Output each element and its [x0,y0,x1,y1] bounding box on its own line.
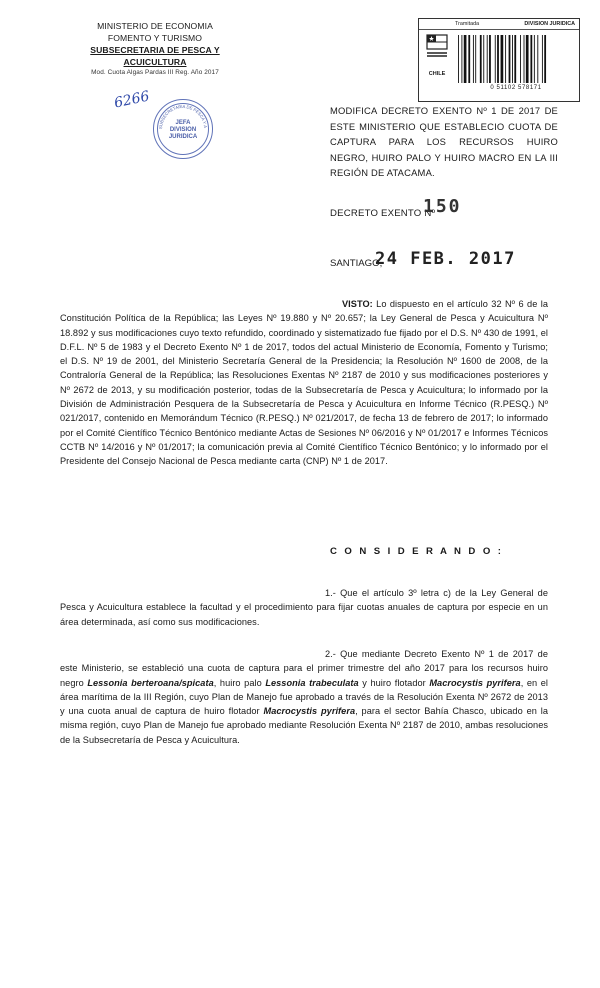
considerando-1: 1.- Que el artículo 3º letra c) de la Ley General de Pesca y Acuicultura establece la facultad y el procedimiento para fijar cuotas anuales de captura por especie en un área determinada, así como sus modificaciones. [60,588,548,627]
svg-text:SUBSECRETARIA DE PESCA Y ACUIC: SUBSECRETARIA DE PESCA Y A [157,103,209,130]
chile-emblem-icon [423,31,451,71]
species-name: Lessonia trabeculata [265,677,359,688]
registry-stamp-header [419,19,579,30]
decree-number: 150 [423,196,462,217]
registry-stamp-right-label: DIVISION JURIDICA [524,21,575,27]
handwritten-number: 6266 [112,88,151,112]
barcode-icon [457,35,575,83]
barcode-number: 0 51102 578171 [490,85,542,91]
considerando-heading: C O N S I D E R A N D O : [330,546,504,557]
ministry-header [60,20,250,78]
header-ministry-sub: FOMENTO Y TURISMO [107,33,203,43]
stamp-inner-text: JEFA DIVISION JURIDICA [168,120,198,140]
place-label: SANTIAGO, [330,258,383,269]
header-subsecretaria: SUBSECRETARIA DE PESCA Y ACUICULTURA [90,45,220,67]
visto-paragraph [60,297,548,469]
registry-stamp [418,18,580,102]
header-reference: Mod. Cuota Algas Pardas III Reg. Año 2017 [91,69,219,76]
visto-text: Lo dispuesto en el artículo 32 Nº 6 de la Constitución Política de la República; las Leyes Nº 19.880 y Nº 20.657; la Ley General de Pesca y Acuicultura Nº 18.892 y sus modificaciones cuyo texto refundido, coordinado y sistematizado fue fijado por el D.S. Nº 430 de 1991, el D.F.L. Nº 5 de 1983 y el Decreto Exento Nº 1 de 2017, todos del actual Ministerio de Economía, Fomento y Turismo; el D.S. Nº 19 de 2001, del Ministerio Secretaría General de la Presidencia; la Resolución Nº 1600 de 2008, de la Contraloría General de la República; las Resoluciones Exentas Nº 2187 de 2010 y sus modificaciones posteriores y Nº 2672 de 2013, y su modificación posterior, todas de la Subsecretaría de Pesca y Acuicultura; lo informado por la División de Administración Pesquera de la Subsecretaría de Pesca y Acuicultura en Informe Técnico (R.PESQ.) Nº 021/2017, contenido en Memorándum Técnico (R.PESQ.) Nº 021/2017, de fecha 13 de febrero de 2017; lo informado por el Comité Científico Técnico Bentónico mediante Actas de Sesiones Nº 06/2016 y Nº 01/2017 e Informes Técnicos CCTB Nº 14/2016 y Nº 01/2017; la comunicación previa al Comité Científico Técnico Bentónico; y lo informado por el Presidente del Consejo Nacional de Pesca mediante carta (CNP) Nº 1 de 2017. [60,299,548,467]
visto-label: VISTO: [342,299,373,309]
decree-date: 24 FEB. 2017 [375,249,516,269]
header-ministry: MINISTERIO DE ECONOMIA [97,21,213,31]
considerando-2: 2.- Que mediante Decreto Exento Nº 1 de 2017 de este Ministerio, se estableció una cuota de captura para el primer trimestre del año 2017 para los recursos huiro negro Lessonia berteroana/spicata, huiro palo Lessonia trabeculata y huiro flotador Macrocystis pyrifera, en el área marítima de la III Región, cuyo Plan de Manejo fue aprobado a través de la Resolución Exenta Nº 2672 de 2013 y una cuota anual de captura de huiro flotador Macrocystis pyrifera, para el sector Bahía Chasco, ubicado en la misma región, cuyo Plan de Manejo fue aprobado mediante Resolución Exenta Nº 2187 de 2010, ambas resoluciones de la Subsecretaría de Pesca y Acuicultura. [60,649,549,745]
juridica-stamp [153,99,213,159]
chile-emblem-label: CHILE [428,71,446,77]
species-name: Macrocystis pyrifera [429,677,521,688]
registry-stamp-left-label: Tramitada [455,21,480,27]
species-name: Macrocystis pyrifera [263,706,356,717]
document-title: MODIFICA DECRETO EXENTO Nº 1 DE 2017 DE ESTE MINISTERIO QUE ESTABLECIO CUOTA DE CAPTURA PARA LOS RECURSOS HUIRO NEGRO, HUIRO PALO Y HUIRO MACRO EN LA III REGIÓN DE ATACAMA. [330,105,558,178]
species-name: Lessonia berteroana/spicata [87,677,214,688]
decree-label: DECRETO EXENTO Nº [330,208,436,219]
